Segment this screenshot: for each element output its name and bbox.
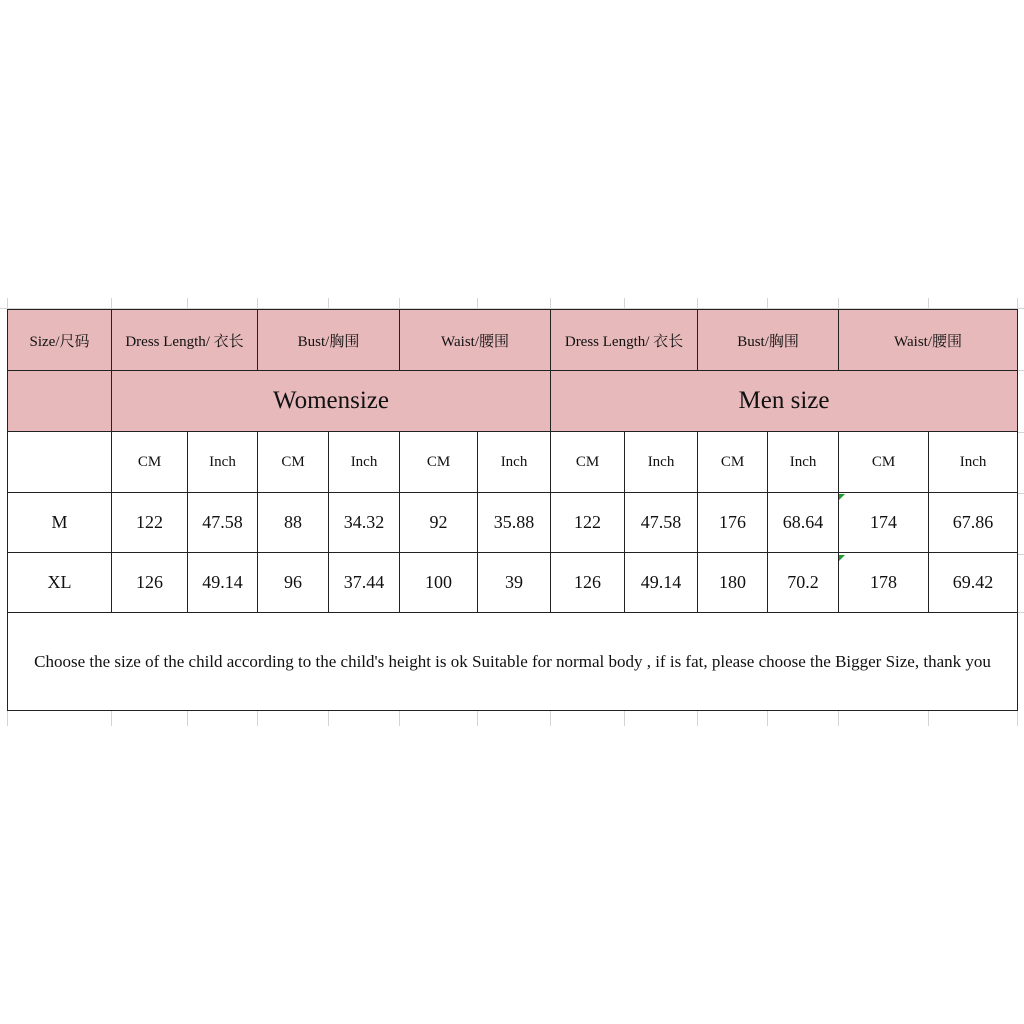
- value-cell[interactable]: 49.14: [188, 553, 258, 613]
- gridline: [1017, 612, 1024, 613]
- value-cell[interactable]: 174: [839, 493, 929, 553]
- value-cell[interactable]: 47.58: [625, 493, 698, 553]
- value-cell[interactable]: 34.32: [329, 493, 400, 553]
- value-cell[interactable]: 35.88: [478, 493, 551, 553]
- note-cell[interactable]: [8, 613, 1018, 711]
- value-cell[interactable]: 126: [112, 553, 188, 613]
- value-cell[interactable]: 92: [400, 493, 478, 553]
- gridline: [1017, 493, 1024, 494]
- gridline: [257, 710, 258, 726]
- value-cell[interactable]: 180: [698, 553, 768, 613]
- men-waist-header[interactable]: Waist/腰围: [839, 310, 1018, 371]
- men-dress-length-header[interactable]: Dress Length/ 衣长: [551, 310, 698, 371]
- table-row: [8, 493, 1018, 553]
- unit-cell[interactable]: Inch: [188, 432, 258, 493]
- empty-cell[interactable]: [8, 432, 112, 493]
- men-bust-header[interactable]: Bust/胸围: [698, 310, 839, 371]
- women-waist-header[interactable]: Waist/腰围: [400, 310, 551, 371]
- unit-cell[interactable]: CM: [258, 432, 329, 493]
- gridline: [1017, 370, 1024, 371]
- gridline: [1017, 554, 1024, 555]
- unit-cell[interactable]: CM: [698, 432, 768, 493]
- value-cell[interactable]: 39: [478, 553, 551, 613]
- women-dress-length-header[interactable]: Dress Length/ 衣长: [112, 310, 258, 371]
- value-cell[interactable]: 122: [112, 493, 188, 553]
- note-row: [8, 613, 1018, 711]
- unit-row: [8, 432, 1018, 493]
- header-row: [8, 310, 1018, 371]
- value-cell[interactable]: 67.86: [929, 493, 1018, 553]
- gridline: [1017, 432, 1024, 433]
- cell-comment-marker: [839, 555, 845, 561]
- unit-cell[interactable]: CM: [551, 432, 625, 493]
- value-cell[interactable]: 49.14: [625, 553, 698, 613]
- value-cell[interactable]: 122: [551, 493, 625, 553]
- size-header[interactable]: Size/尺码: [8, 310, 112, 371]
- size-label-cell[interactable]: M: [8, 493, 112, 553]
- gridline: [838, 710, 839, 726]
- value-cell[interactable]: 176: [698, 493, 768, 553]
- value-cell[interactable]: 178: [839, 553, 929, 613]
- value-cell[interactable]: 96: [258, 553, 329, 613]
- gridline: [928, 710, 929, 726]
- cell-comment-marker: [839, 494, 845, 500]
- unit-cell[interactable]: Inch: [329, 432, 400, 493]
- value-cell[interactable]: 70.2: [768, 553, 839, 613]
- gridline: [477, 710, 478, 726]
- gridline: [1017, 710, 1018, 726]
- size-label-cell[interactable]: XL: [8, 553, 112, 613]
- unit-cell[interactable]: Inch: [625, 432, 698, 493]
- unit-cell[interactable]: Inch: [929, 432, 1018, 493]
- gridline: [328, 710, 329, 726]
- value-cell[interactable]: 126: [551, 553, 625, 613]
- gridline: [550, 710, 551, 726]
- unit-cell[interactable]: Inch: [478, 432, 551, 493]
- value-cell[interactable]: 68.64: [768, 493, 839, 553]
- unit-cell[interactable]: CM: [839, 432, 929, 493]
- unit-cell[interactable]: Inch: [768, 432, 839, 493]
- gridline: [187, 710, 188, 726]
- women-size-group[interactable]: Womensize: [112, 371, 551, 432]
- gridline: [399, 710, 400, 726]
- gridline: [624, 710, 625, 726]
- size-chart-table: [7, 309, 1018, 711]
- value-cell[interactable]: 37.44: [329, 553, 400, 613]
- value-cell[interactable]: 69.42: [929, 553, 1018, 613]
- women-bust-header[interactable]: Bust/胸围: [258, 310, 400, 371]
- value-cell[interactable]: 47.58: [188, 493, 258, 553]
- gridline: [111, 710, 112, 726]
- men-size-group[interactable]: Men size: [551, 371, 1018, 432]
- value-cell[interactable]: 88: [258, 493, 329, 553]
- size-note: Choose the size of the child according to the child's height is ok Suitable for normal body , if is fat, please choose the Bigger Size, thank you: [34, 652, 991, 671]
- gridline: [697, 710, 698, 726]
- gridline: [7, 710, 8, 726]
- group-row: [8, 371, 1018, 432]
- empty-cell[interactable]: [8, 371, 112, 432]
- gridline: [767, 710, 768, 726]
- unit-cell[interactable]: CM: [400, 432, 478, 493]
- unit-cell[interactable]: CM: [112, 432, 188, 493]
- value-cell[interactable]: 100: [400, 553, 478, 613]
- table-row: [8, 553, 1018, 613]
